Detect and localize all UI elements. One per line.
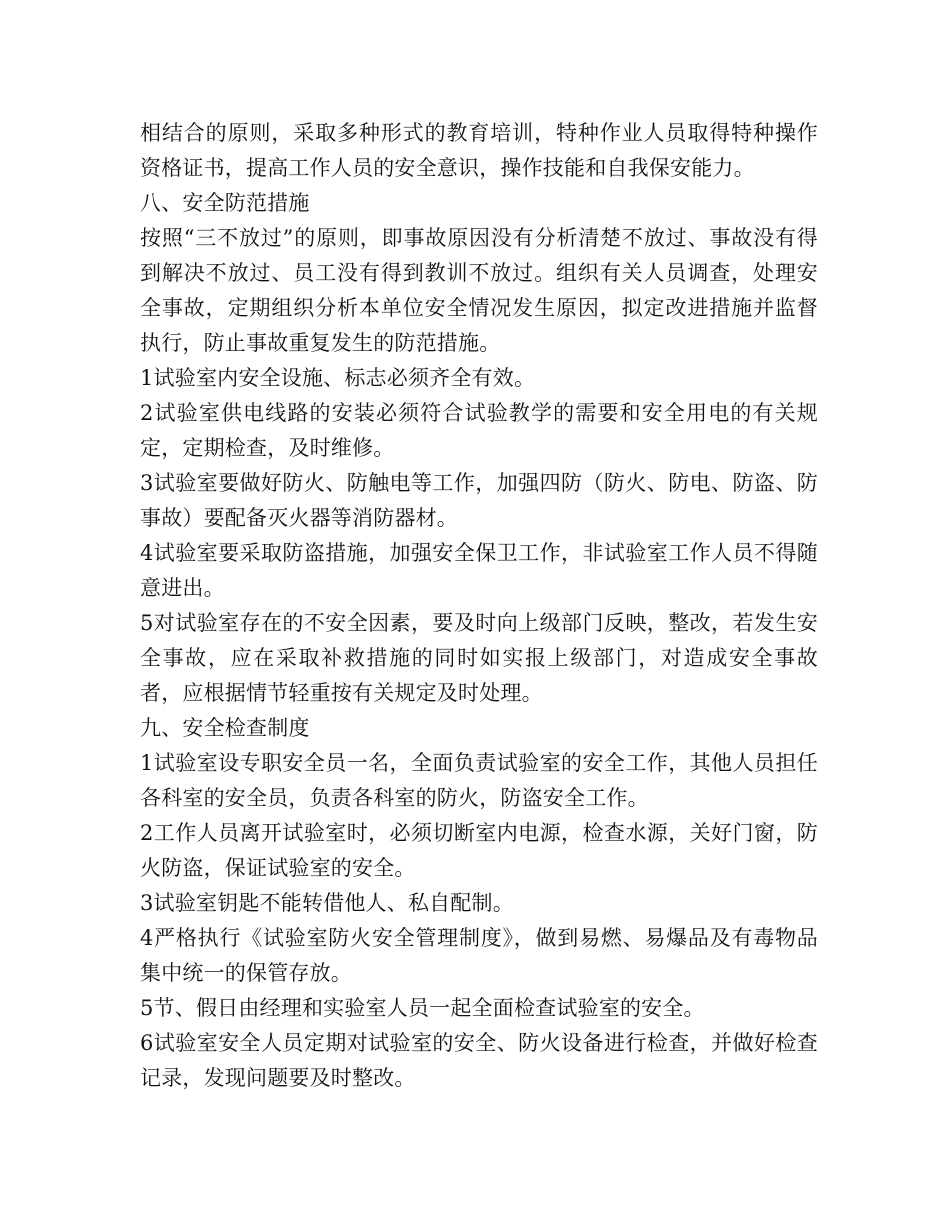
list-item-9-2: 2工作人员离开试验室时，必须切断室内电源，检查水源，关好门窗，防火防盗，保证试验室的安全。 bbox=[140, 821, 818, 880]
list-item-8-4: 4试验室要采取防盗措施，加强安全保卫工作，非试验室工作人员不得随意进出。 bbox=[140, 541, 818, 600]
list-item-8-2: 2试验室供电线路的安装必须符合试验教学的需要和安全用电的有关规定，定期检查，及时维修。 bbox=[140, 401, 818, 460]
list-item-8-5: 5对试验室存在的不安全因素，要及时向上级部门反映，整改，若发生安全事故，应在采取补救措施的同时如实报上级部门，对造成安全事故者，应根据情节轻重按有关规定及时处理。 bbox=[140, 611, 818, 705]
paragraph-principle: 按照“三不放过”的原则，即事故原因没有分析清楚不放过、事故没有得到解决不放过、员工没有得到教训不放过。组织有关人员调查，处理安全事故，定期组织分析本单位安全情况发生原因，拟定改进措施并监督执行，防止事故重复发生的防范措施。 bbox=[140, 226, 818, 355]
list-item-9-3: 3试验室钥匙不能转借他人、私自配制。 bbox=[140, 891, 514, 915]
section-heading-9: 九、安全检查制度 bbox=[140, 716, 310, 740]
list-item-9-4: 4严格执行《试验室防火安全管理制度》，做到易燃、易爆品及有毒物品集中统一的保管存放。 bbox=[140, 926, 818, 985]
list-item-9-6: 6试验室安全人员定期对试验室的安全、防火设备进行检查，并做好检查记录，发现问题要及时整改。 bbox=[140, 1031, 818, 1090]
section-heading-8: 八、安全防范措施 bbox=[140, 191, 310, 215]
list-item-8-1: 1试验室内安全设施、标志必须齐全有效。 bbox=[140, 366, 536, 390]
list-item-8-3: 3试验室要做好防火、防触电等工作，加强四防（防火、防电、防盗、防事故）要配备灭火器等消防器材。 bbox=[140, 471, 818, 530]
paragraph-continuation: 相结合的原则，采取多种形式的教育培训，特种作业人员取得特种操作资格证书，提高工作人员的安全意识，操作技能和自我保安能力。 bbox=[140, 121, 818, 180]
document-body bbox=[140, 116, 818, 1096]
list-item-9-1: 1试验室设专职安全员一名，全面负责试验室的安全工作，其他人员担任各科室的安全员，负责各科室的防火，防盗安全工作。 bbox=[140, 751, 818, 810]
list-item-9-5: 5节、假日由经理和实验室人员一起全面检查试验室的安全。 bbox=[140, 996, 705, 1020]
